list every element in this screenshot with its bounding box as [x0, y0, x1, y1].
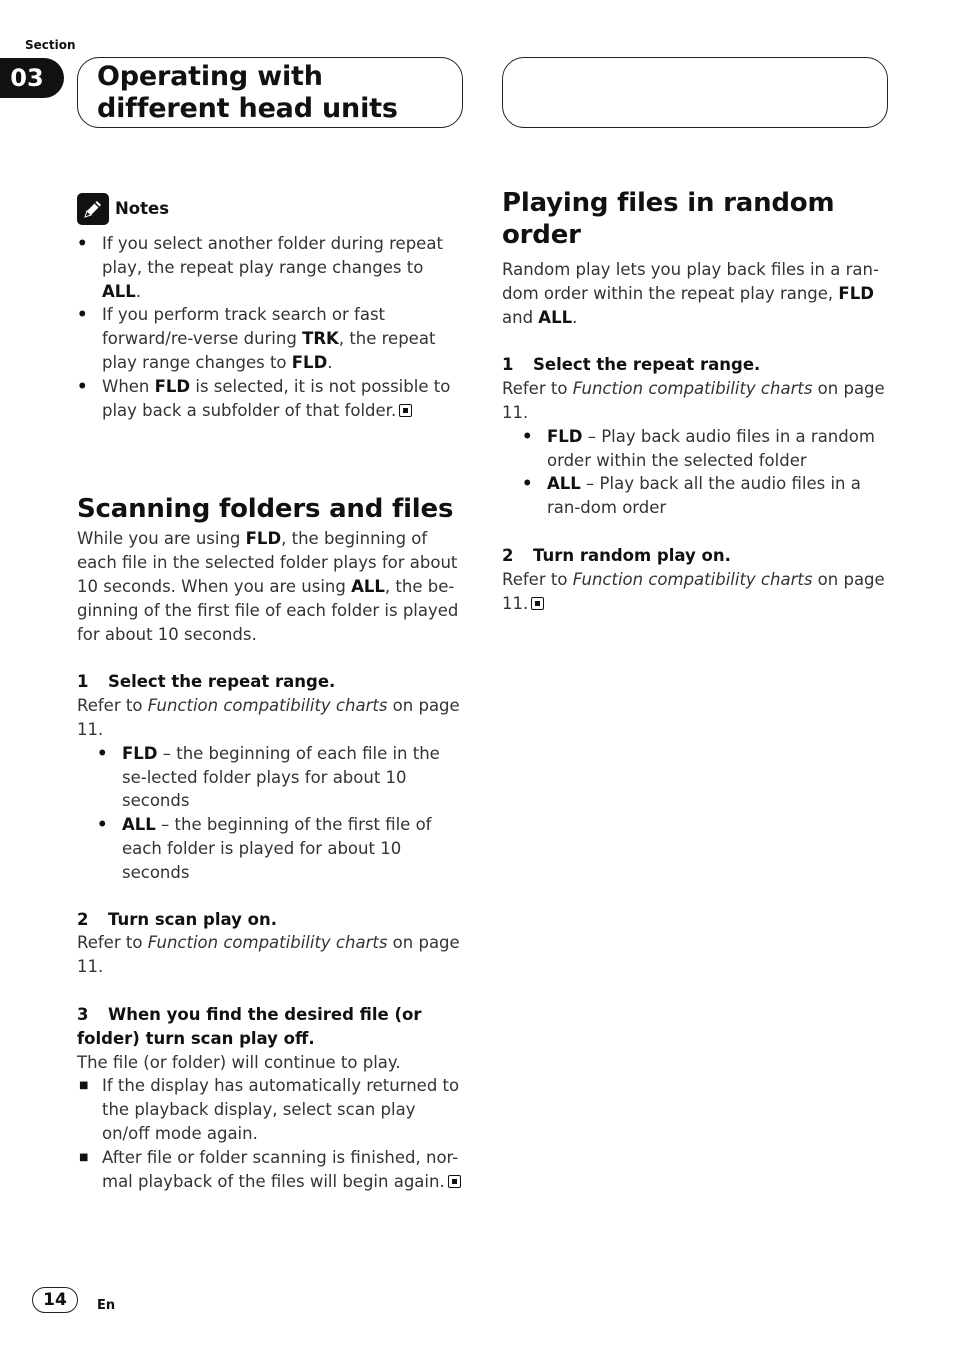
page-number: 14 — [32, 1287, 78, 1313]
notes-header — [77, 193, 467, 225]
left-column — [77, 193, 467, 1193]
random-intro: Random play lets you play back files in a ran-dom order within the repeat play range, FLD and ALL. — [502, 260, 879, 327]
step-heading: 2 Turn scan play on. — [77, 909, 277, 929]
step-bullet: • ALL – Play back all the audio files in a ran-dom order — [502, 472, 888, 520]
note-item: • If you select another folder during repeat play, the repeat play range changes to ALL. — [77, 232, 467, 303]
notes-label: Notes — [115, 199, 170, 219]
section-label: Section — [25, 38, 76, 52]
random-heading: Playing files in random order — [502, 188, 835, 250]
step-reference: Refer to Function compatibility charts on page 11. — [502, 379, 885, 422]
right-column — [502, 187, 888, 615]
step-heading: 3 When you find the desired file (or folder) turn scan play off. — [77, 1004, 422, 1048]
step-bullet: • ALL – the beginning of the first file of each folder is played for about 10 seconds — [77, 813, 467, 884]
step-heading: 2 Turn random play on. — [502, 545, 731, 565]
step-bullet: • FLD – the beginning of each file in the se-lected folder plays for about 10 seconds — [77, 742, 467, 813]
language-label: En — [97, 1298, 116, 1313]
end-of-section-icon — [531, 597, 544, 610]
scanning-intro: While you are using FLD, the beginning of each file in the selected folder plays for about 10 seconds. When you are using ALL, the be-ginning of the first file of each folder is played for about 10 seconds. — [77, 529, 459, 644]
section-number-badge: 03 — [0, 58, 64, 98]
step-reference: Refer to Function compatibility charts on page 11. — [502, 569, 885, 613]
scanning-heading: Scanning folders and files — [77, 494, 454, 525]
step-heading: 1 Select the repeat range. — [502, 355, 761, 375]
note-item: • When FLD is selected, it is not possible to play back a subfolder of that folder. — [77, 375, 467, 423]
step-reference: Refer to Function compatibility charts on page 11. — [77, 696, 460, 739]
page-title: Operating with different head units — [97, 61, 398, 124]
header-empty-frame — [502, 57, 888, 128]
step-note: ■ If the display has automatically returned to the playback display, select scan play on/off mode again. — [77, 1074, 467, 1145]
step-text: The file (or folder) will continue to play. — [77, 1052, 401, 1072]
end-of-section-icon — [399, 404, 412, 417]
pencil-note-icon — [77, 193, 109, 225]
step-note: ■ After file or folder scanning is finished, nor-mal playback of the files will begin again. — [77, 1146, 467, 1194]
end-of-section-icon — [448, 1175, 461, 1188]
step-reference: Refer to Function compatibility charts on page 11. — [77, 933, 460, 977]
step-heading: 1 Select the repeat range. — [77, 672, 336, 692]
step-bullet: • FLD – Play back audio files in a random order within the selected folder — [502, 425, 888, 473]
note-item: • If you perform track search or fast forward/re-verse during TRK, the repeat play range changes to FLD. — [77, 303, 467, 374]
